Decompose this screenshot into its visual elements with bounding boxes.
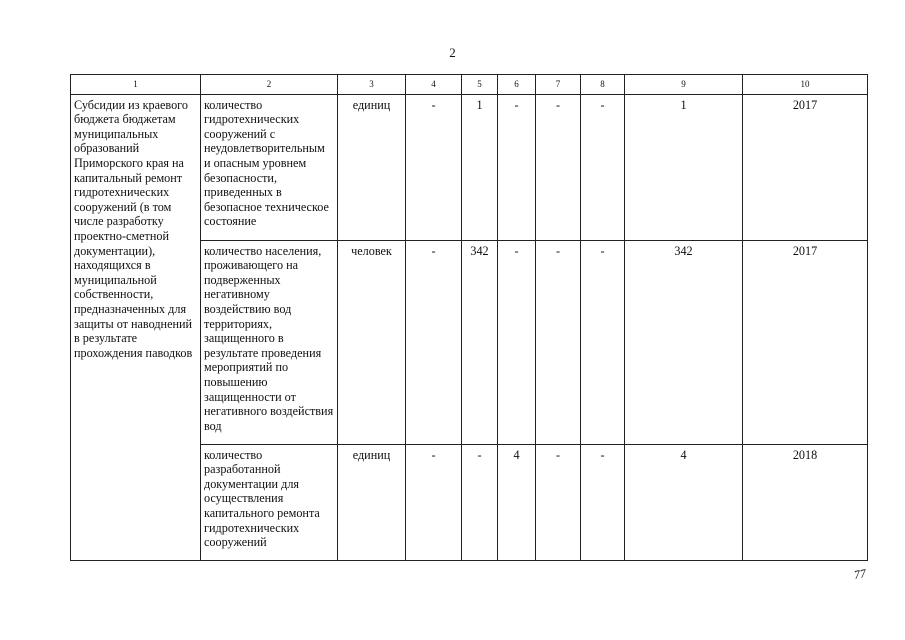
value-cell: - xyxy=(498,240,536,444)
indicator-cell: количество населения, проживающего на подверженных негативному воздействию вод территориях, защищенного в результате проведения мероприятий по повышению защищенности от негативного воздействия вод xyxy=(201,240,338,444)
value-cell: - xyxy=(536,94,581,240)
indicator-cell: количество гидротехнических сооружений с неудовлетворительным и опасным уровнем безопасности, приведенных в безопасное техническое состояние xyxy=(201,94,338,240)
subsidy-description: Субсидии из краевого бюджета бюджетам муниципальных образований Приморского края на капитальный ремонт гидротехнических сооружений (в том числе разработку проектно-сметной документации), находящихся в муниципальной собственности, предназначенных для защиты от наводнений в результате прохождения паводков xyxy=(71,94,201,560)
year-cell: 2017 xyxy=(743,240,868,444)
value-cell: 342 xyxy=(462,240,498,444)
value-cell: - xyxy=(581,240,625,444)
total-cell: 342 xyxy=(625,240,743,444)
value-cell: - xyxy=(536,240,581,444)
unit-cell: единиц xyxy=(338,444,406,560)
continuation-mark: 77 xyxy=(852,566,868,582)
column-header: 2 xyxy=(201,75,338,95)
value-cell: - xyxy=(406,94,462,240)
unit-cell: человек xyxy=(338,240,406,444)
total-cell: 4 xyxy=(625,444,743,560)
value-cell: - xyxy=(581,94,625,240)
year-cell: 2017 xyxy=(743,94,868,240)
value-cell: - xyxy=(581,444,625,560)
column-header: 3 xyxy=(338,75,406,95)
indicators-table xyxy=(70,74,868,561)
header-row xyxy=(71,75,868,95)
value-cell: 4 xyxy=(498,444,536,560)
column-header: 4 xyxy=(406,75,462,95)
value-cell: - xyxy=(498,94,536,240)
value-cell: 1 xyxy=(462,94,498,240)
unit-cell: единиц xyxy=(338,94,406,240)
column-header: 8 xyxy=(581,75,625,95)
table-row xyxy=(71,94,868,240)
column-header: 5 xyxy=(462,75,498,95)
value-cell: - xyxy=(462,444,498,560)
value-cell: - xyxy=(536,444,581,560)
value-cell: - xyxy=(406,444,462,560)
year-cell: 2018 xyxy=(743,444,868,560)
column-header: 10 xyxy=(743,75,868,95)
total-cell: 1 xyxy=(625,94,743,240)
value-cell: - xyxy=(406,240,462,444)
column-header: 9 xyxy=(625,75,743,95)
column-header: 6 xyxy=(498,75,536,95)
column-header: 7 xyxy=(536,75,581,95)
page-number: 2 xyxy=(449,45,456,60)
indicator-cell: количество разработанной документации для осуществления капитального ремонта гидротехнических сооружений xyxy=(201,444,338,560)
column-header: 1 xyxy=(71,75,201,95)
